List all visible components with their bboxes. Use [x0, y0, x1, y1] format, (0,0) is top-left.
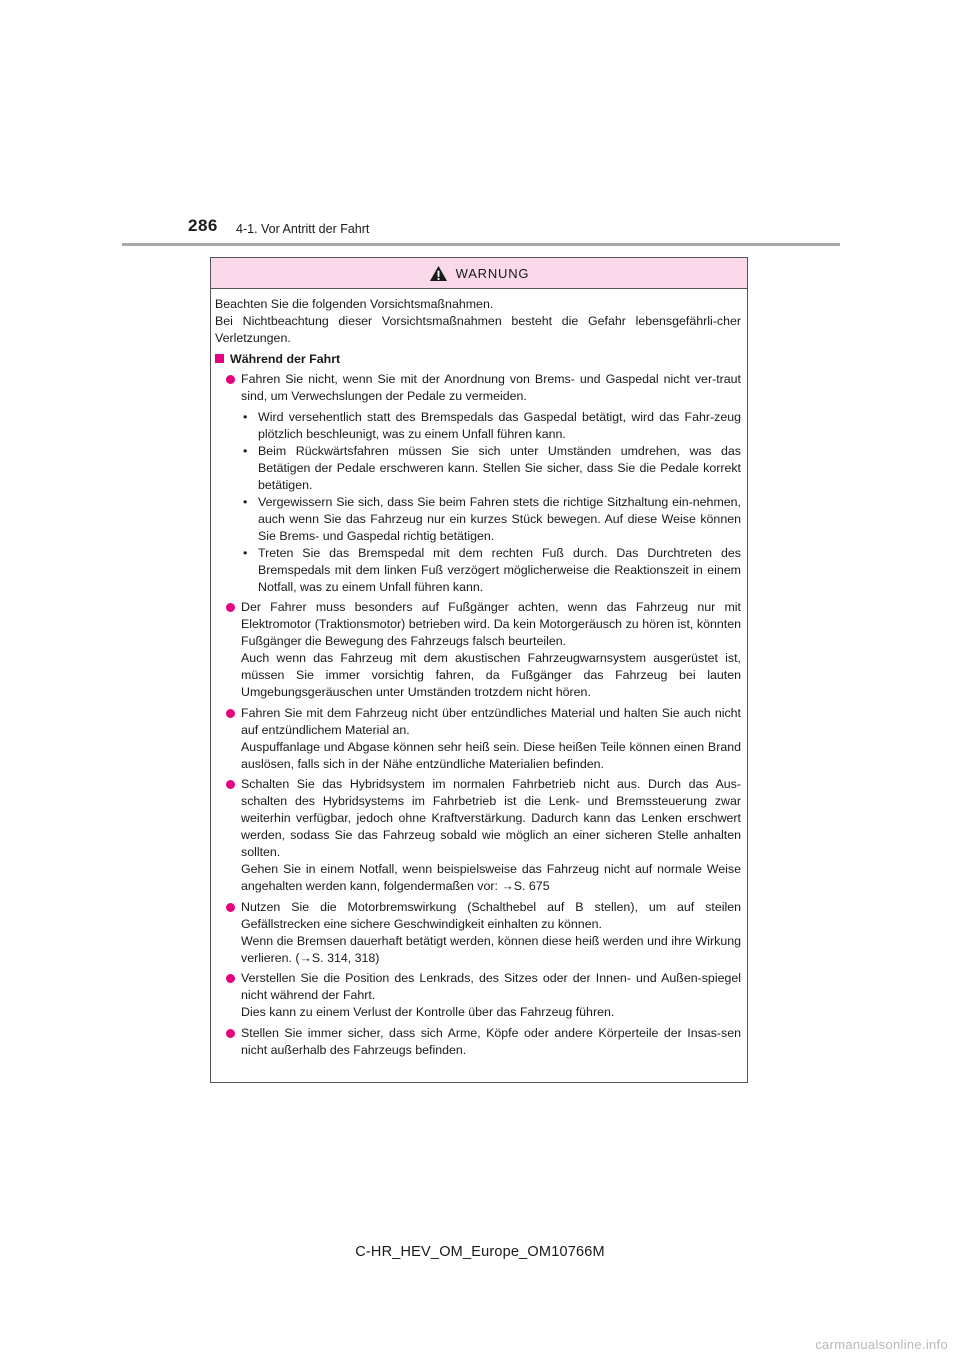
warning-header [211, 258, 747, 289]
item-paragraph: Fahren Sie nicht, wenn Sie mit der Anordnung von Brems- und Gaspedal nicht ver-traut sind, um Verwechslungen der Pedale zu vermeiden. [241, 371, 741, 403]
warning-item [226, 970, 741, 1021]
circle-bullet-icon [226, 709, 235, 718]
heading-text: Während der Fahrt [230, 351, 341, 366]
sub-item [241, 443, 741, 494]
section-heading [215, 351, 741, 368]
document-code: C-HR_HEV_OM_Europe_OM10766M [355, 1244, 605, 1260]
sub-item [241, 494, 741, 545]
item-paragraph: Auspuffanlage und Abgase können sehr heiß sein. Diese heißen Teile können einen Brand auslösen, falls sich in der Nähe entzündliche Materialien befinden. [241, 739, 741, 771]
intro-line: Beachten Sie die folgenden Vorsichtsmaßnahmen. [215, 297, 494, 311]
warning-title: WARNUNG [455, 265, 530, 281]
item-paragraph: Dies kann zu einem Verlust der Kontrolle über das Fahrzeug führen. [241, 1005, 615, 1020]
warning-triangle-icon [429, 265, 448, 282]
small-bullet-icon: • [243, 494, 248, 509]
square-bullet-icon [215, 354, 224, 363]
intro-line: Bei Nichtbeachtung dieser Vorsichtsmaßnahmen besteht die Gefahr lebensgefährli-cher Verletzungen. [215, 313, 741, 345]
warning-item [226, 776, 741, 894]
warning-item [226, 599, 741, 700]
sub-item-text: Vergewissern Sie sich, dass Sie beim Fahren stets die richtige Sitzhaltung ein-nehmen, auch wenn Sie das Fahrzeug nur ein kurzes Stück bewegen. Auf diese Weise können Sie Brems- und Gaspedal richtig betätigen. [258, 494, 741, 543]
sub-list [241, 409, 741, 595]
sub-item-text: Treten Sie das Bremspedal mit dem rechten Fuß durch. Das Durchtreten des Bremspedals mit dem linken Fuß verzögert möglicherweise die Reaktionszeit in einem Notfall, was zu einem Unfall führen kann. [258, 545, 741, 594]
warning-box [210, 257, 748, 1083]
circle-bullet-icon [226, 903, 235, 912]
item-paragraph: Stellen Sie immer sicher, dass sich Arme, Köpfe oder andere Körperteile der Insas-sen nicht außerhalb des Fahrzeugs befinden. [241, 1026, 741, 1058]
sub-item [241, 545, 741, 596]
item-paragraph: Wenn die Bremsen dauerhaft betätigt werden, können diese heiß werden und ihre Wirkung verlieren. (→S. 314, 318) [241, 933, 741, 965]
small-bullet-icon: • [243, 444, 248, 459]
warning-item [226, 705, 741, 773]
page-number: 286 [188, 216, 218, 235]
warning-intro [215, 296, 741, 347]
item-paragraph: Fahren Sie mit dem Fahrzeug nicht über entzündliches Material und halten Sie auch nicht auf entzündlichem Material an. [241, 705, 741, 737]
circle-bullet-icon [226, 974, 235, 983]
warning-item [226, 1025, 741, 1059]
warning-item [226, 371, 741, 596]
item-paragraph: Nutzen Sie die Motorbremswirkung (Schalthebel auf B stellen), um auf steilen Gefällstrecken eine sichere Geschwindigkeit einhalten zu können. [241, 899, 741, 931]
warning-item [226, 899, 741, 967]
header-divider [122, 243, 840, 246]
warning-body [211, 289, 747, 1059]
item-paragraph: Schalten Sie das Hybridsystem im normalen Fahrbetrieb nicht aus. Durch das Aus-schalten des Hybridsystems im Fahrbetrieb ist die Lenk- und Bremssteuerung zwar weiterhin verfügbar, jedoch ohne Kraftverstärkung. Dadurch kann das Lenken erschwert werden, sodass Sie das Fahrzeug sobald wie möglich an einer sicheren Stelle anhalten sollten. [241, 777, 741, 860]
sub-item-text: Wird versehentlich statt des Bremspedals das Gaspedal betätigt, wird das Fahr-zeug plötzlich beschleunigt, was zu einem Unfall führen kann. [258, 410, 741, 442]
circle-bullet-icon [226, 375, 235, 384]
item-paragraph: Verstellen Sie die Position des Lenkrads, des Sitzes oder der Innen- und Außen-spiegel nicht während der Fahrt. [241, 971, 741, 1003]
circle-bullet-icon [226, 603, 235, 612]
small-bullet-icon: • [243, 545, 248, 560]
small-bullet-icon: • [243, 410, 248, 425]
item-paragraph: Der Fahrer muss besonders auf Fußgänger achten, wenn das Fahrzeug nur mit Elektromotor (Traktionsmotor) betrieben wird. Da kein Motorgeräusch zu hören ist, könnten Fußgänger die Bewegung des Fahrzeugs falsch beurteilen. [241, 600, 741, 649]
watermark: carmanualsonline.info [815, 1337, 948, 1352]
item-paragraph: Auch wenn das Fahrzeug mit dem akustischen Fahrzeugwarnsystem ausgerüstet ist, müssen Sie immer vorsichtig fahren, da Fußgänger das Fahrzeug bei lauten Umgebungsgeräuschen unter Umständen trotzdem nicht hören. [241, 651, 741, 699]
sub-item [241, 409, 741, 443]
item-paragraph: Gehen Sie in einem Notfall, wenn beispielsweise das Fahrzeug nicht auf normale Weise angehalten werden kann, folgendermaßen vor: →S. 675 [241, 862, 741, 893]
circle-bullet-icon [226, 780, 235, 789]
section-title: 4-1. Vor Antritt der Fahrt [236, 222, 370, 236]
sub-item-text: Beim Rückwärtsfahren müssen Sie sich unter Umständen umdrehen, was das Betätigen der Pedale erschweren kann. Stellen Sie sicher, dass Sie die Pedale korrekt betätigen. [258, 444, 741, 493]
circle-bullet-icon [226, 1029, 235, 1038]
